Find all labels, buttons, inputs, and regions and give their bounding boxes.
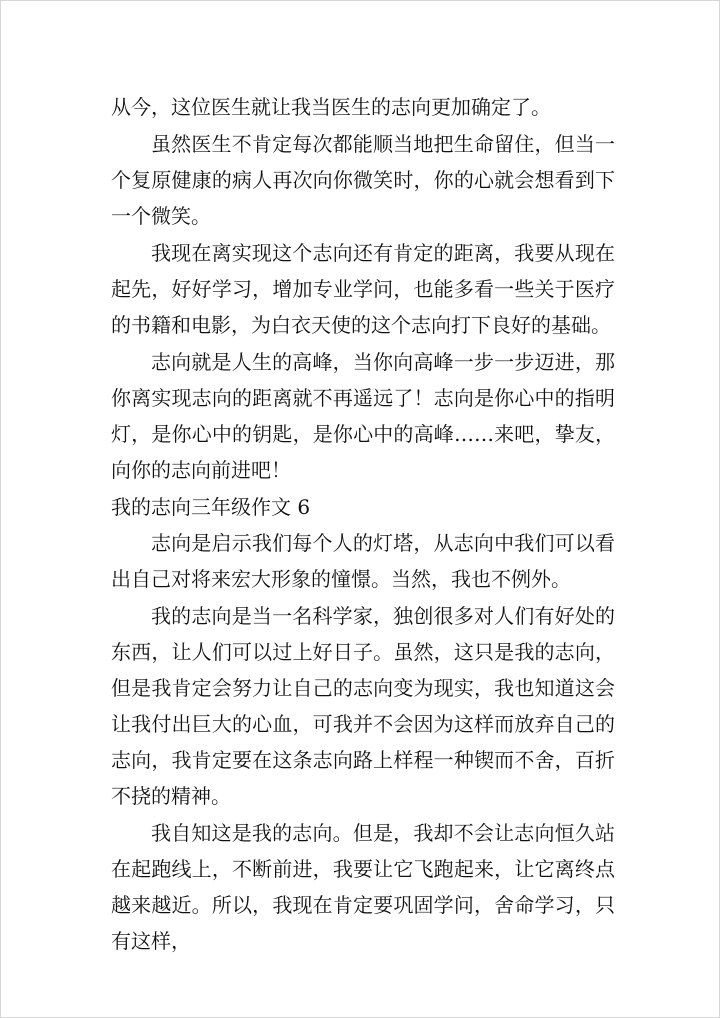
paragraph: 我现在离实现这个志向还有肯定的距离，我要从现在起先，好好学习，增加专业学问，也能多看一些关于医疗的书籍和电影，为白衣天使的这个志向打下良好的基础。 xyxy=(111,241,615,337)
paragraph: 我自知这是我的志向。但是，我却不会让志向恒久站在起跑线上，不断前进，我要让它飞跑起来，让它离终点越来越近。所以，我现在肯定要巩固学问，舍命学习，只有这样， xyxy=(111,821,615,953)
paragraph: 虽然医生不肯定每次都能顺当地把生命留住，但当一个复原健康的病人再次向你微笑时，你的心就会想看到下一个微笑。 xyxy=(111,132,615,228)
paragraph: 从今，这位医生就让我当医生的志向更加确定了。 xyxy=(111,95,551,119)
section-heading: 我的志向三年级作文 6 xyxy=(111,495,311,519)
paragraph: 志向是启示我们每个人的灯塔，从志向中我们可以看出自己对将来宏大形象的憧憬。当然，我也不例外。 xyxy=(111,531,615,591)
document-body xyxy=(111,89,615,960)
paragraph: 我的志向是当一名科学家，独创很多对人们有好处的东西，让人们可以过上好日子。虽然，这只是我的志向，但是我肯定会努力让自己的志向变为现实，我也知道这会让我付出巨大的心血，可我并不会因为这样而放弃自己的志向，我肯定要在这条志向路上样程一种锲而不舍，百折不挠的精神。 xyxy=(111,604,615,808)
paragraph: 志向就是人生的高峰，当你向高峰一步一步迈进，那你离实现志向的距离就不再遥远了！志向是你心中的指明灯，是你心中的钥匙，是你心中的高峰……来吧，挚友，向你的志向前进吧！ xyxy=(111,350,615,482)
